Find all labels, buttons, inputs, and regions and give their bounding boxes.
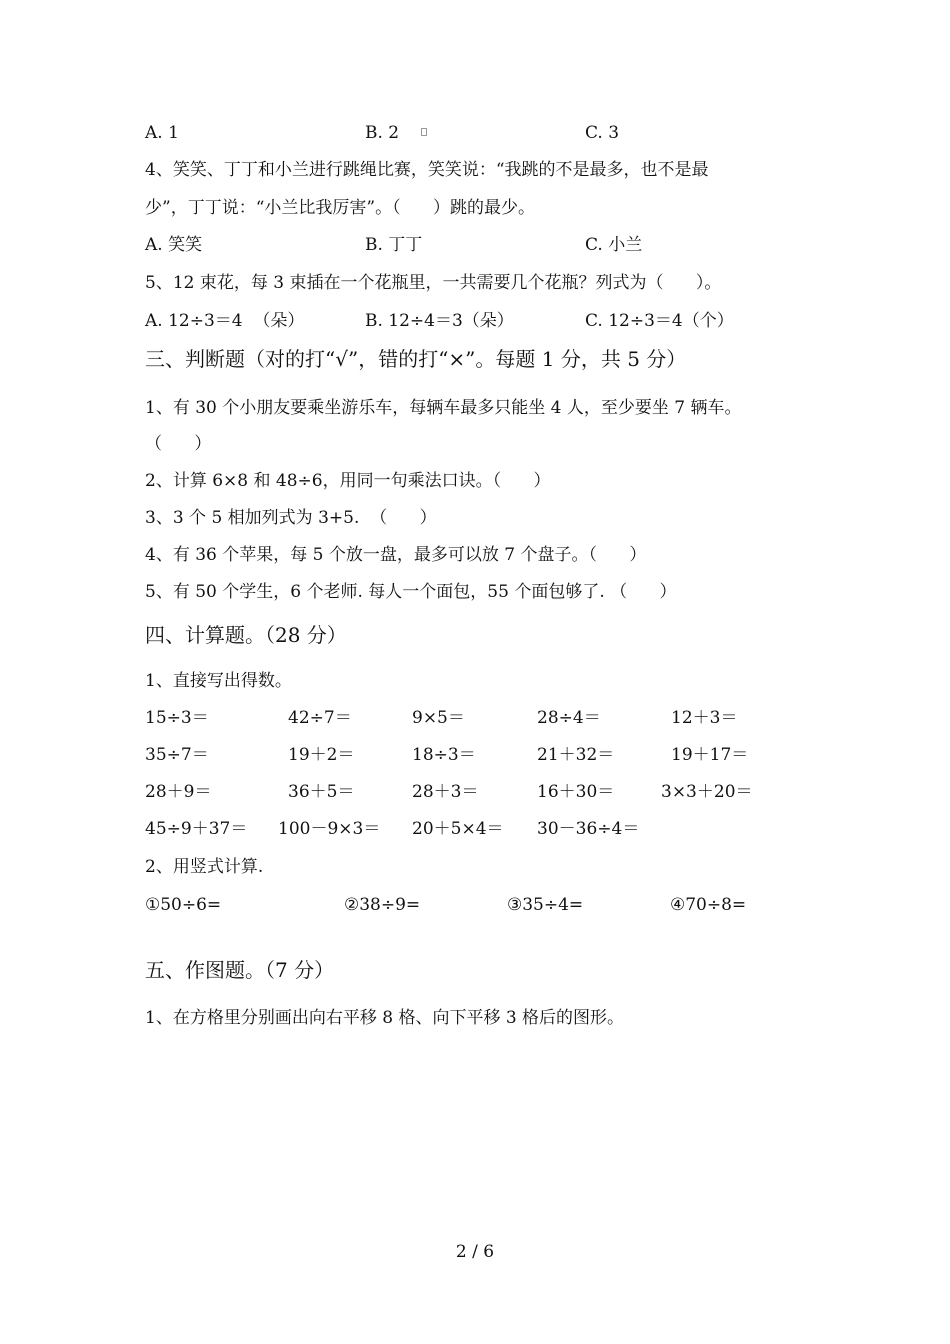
calc-cell: 36＋5＝ — [288, 782, 355, 802]
q5-option-a: A. 12÷3＝4 （朵） — [145, 311, 305, 331]
calc-cell: 30－36÷4＝ — [537, 819, 640, 839]
calc-cell: 21＋32＝ — [537, 745, 615, 765]
calc-cell: 20＋5×4＝ — [412, 819, 504, 839]
section4-title: 四、计算题。（28 分） — [145, 623, 347, 647]
q3-option-a: A. 1 — [145, 123, 179, 143]
q5-option-c: C. 12÷3＝4（个） — [585, 311, 734, 331]
q4-option-a: A. 笑笑 — [145, 235, 203, 255]
calc-cell: 18÷3＝ — [412, 745, 476, 765]
calc-cell: 28＋9＝ — [145, 782, 212, 802]
q4-text-line1: 4、笑笑、丁丁和小兰进行跳绳比赛，笑笑说：“我跳的不是最多，也不是最 — [145, 160, 709, 180]
q5-text: 5、12 束花，每 3 束插在一个花瓶里，一共需要几个花瓶？列式为（ ）。 — [145, 273, 722, 293]
calc-cell: 16＋30＝ — [537, 782, 615, 802]
stray-mark-icon — [421, 128, 427, 136]
vertical-calc-4: ④70÷8= — [670, 895, 747, 915]
page-number: 2 / 6 — [455, 1242, 495, 1262]
calc-cell: 45÷9＋37＝ — [145, 819, 248, 839]
section3-item-3: 3、3 个 5 相加列式为 3+5. （ ） — [145, 508, 437, 528]
calc-cell: 28＋3＝ — [412, 782, 479, 802]
calc-cell: 15÷3＝ — [145, 708, 209, 728]
calc-cell: 9×5＝ — [412, 708, 465, 728]
calc-cell: 42÷7＝ — [288, 708, 352, 728]
calc-cell: 12＋3＝ — [671, 708, 738, 728]
section3-item-2: 2、计算 6×8 和 48÷6，用同一句乘法口诀。（ ） — [145, 471, 551, 491]
q5-option-b: B. 12÷4＝3（朵） — [365, 311, 514, 331]
section3-title: 三、判断题（对的打“√”，错的打“×”。每题 1 分，共 5 分） — [145, 347, 687, 371]
q3-option-c: C. 3 — [585, 123, 620, 143]
calc-cell: 3×3＋20＝ — [661, 782, 753, 802]
section3-item-4: 4、有 36 个苹果，每 5 个放一盘，最多可以放 7 个盘子。（ ） — [145, 545, 647, 565]
section3-item-5: 5、有 50 个学生，6 个老师. 每人一个面包，55 个面包够了. （ ） — [145, 582, 677, 602]
section4-sub1: 1、直接写出得数。 — [145, 671, 292, 691]
vertical-calc-3: ③35÷4= — [507, 895, 584, 915]
section3-item-1-blank: （ ） — [145, 434, 212, 454]
calc-cell: 19＋2＝ — [288, 745, 355, 765]
q3-option-b: B. 2 — [365, 123, 400, 143]
section3-item-1: 1、有 30 个小朋友要乘坐游乐车，每辆车最多只能坐 4 人，至少要坐 7 辆车。 — [145, 398, 742, 418]
q4-option-c: C. 小兰 — [585, 235, 643, 255]
calc-cell: 28÷4＝ — [537, 708, 601, 728]
vertical-calc-1: ①50÷6= — [145, 895, 222, 915]
q4-option-b: B. 丁丁 — [365, 235, 423, 255]
calc-cell: 19＋17＝ — [671, 745, 749, 765]
vertical-calc-2: ②38÷9= — [344, 895, 421, 915]
q4-text-line2: 少”，丁丁说：“小兰比我厉害”。（ ）跳的最少。 — [145, 198, 535, 218]
section5-title: 五、作图题。（7 分） — [145, 958, 335, 982]
calc-cell: 35÷7＝ — [145, 745, 209, 765]
calc-cell: 100－9×3＝ — [278, 819, 381, 839]
section4-sub2: 2、用竖式计算. — [145, 857, 264, 877]
section5-sub1: 1、在方格里分别画出向右平移 8 格、向下平移 3 格后的图形。 — [145, 1008, 625, 1028]
